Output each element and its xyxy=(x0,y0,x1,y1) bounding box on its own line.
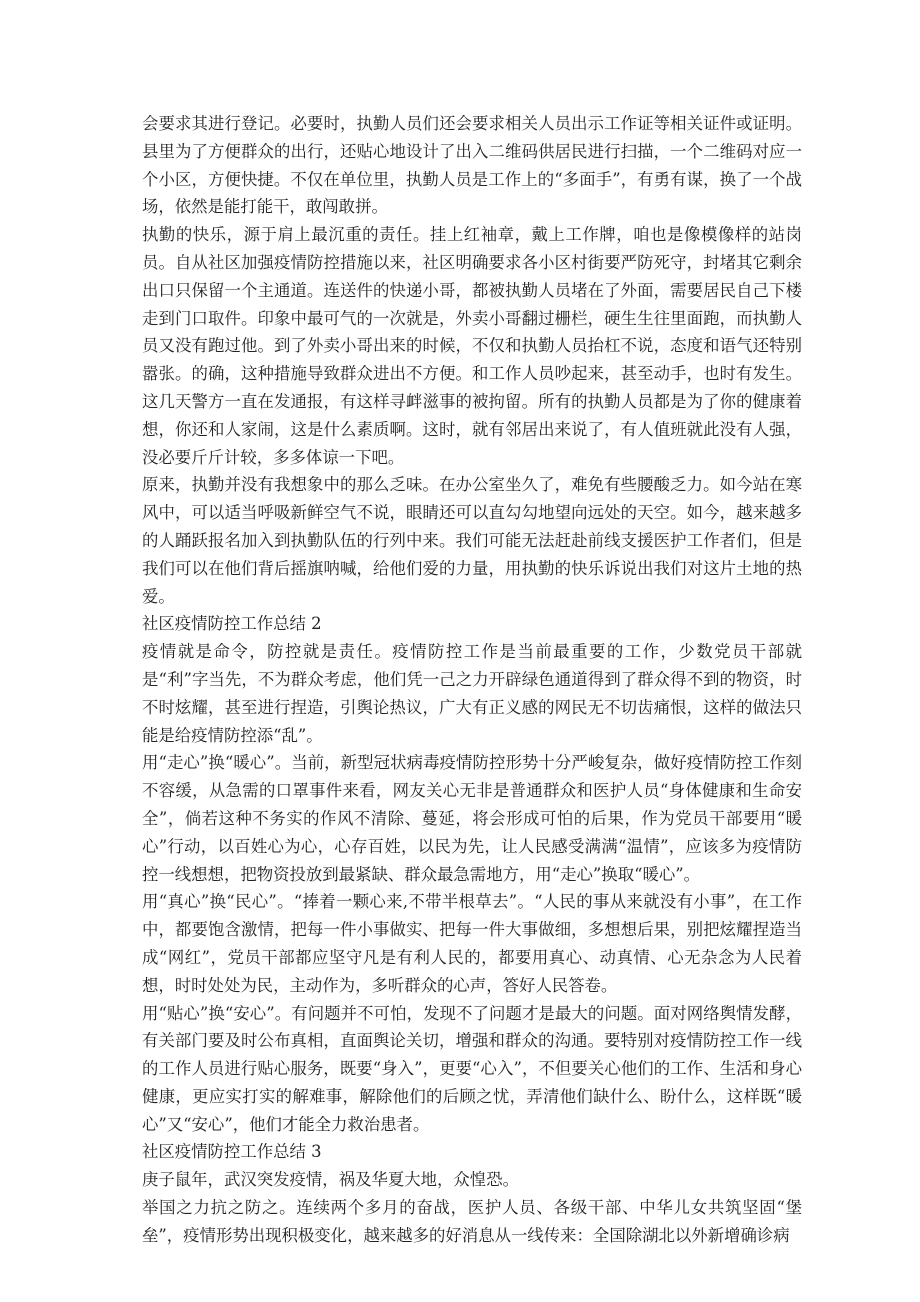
section-heading-2: 社区疫情防控工作总结 2 xyxy=(142,614,322,634)
paragraph-peace-of-mind: 用“贴心”换“安心”。有问题并不可怕，发现不了问题才是最大的问题。面对网络舆情发酵，有关部门要及时公布真相，直面舆论关切，增强和群众的沟通。要特别对疫情防控工作一线的工作人员进行贴心服务，既要“身入”，更要“心入”，不但要关心他们的工作、生活和身心健康，更应实打实的解难事，解除他们的后顾之忧，弄清他们缺什么、盼什么，这样既“暖心”又“安心”，他们才能全力救治患者。 xyxy=(142,1003,802,1134)
paragraph-duty-responsibility: 执勤的快乐，源于肩上最沉重的责任。挂上红袖章，戴上工作牌，咱也是像模像样的站岗员。自从社区加强疫情防控措施以来，社区明确要求各小区村街要严防死守，封堵其它剩余出口只保留一个主通道。连送件的快递小哥，都被执勤人员堵在了外面，需要居民自己下楼走到门口取件。印象中最可气的一次就是，外卖小哥翻过栅栏，硬生生往里面跑，而执勤人员又没有跑过他。到了外卖小哥出来的时候，不仅和执勤人员抬杠不说，态度和语气还特别嚣张。的确，这种措施导致群众进出不方便。和工作人员吵起来，甚至动手，也时有发生。这几天警方一直在发通报，有这样寻衅滋事的被拘留。所有的执勤人员都是为了你的健康着想，你还和人家闹，这是什么素质啊。这时，就有邻居出来说了，有人值班就此没有人强，没必要斤斤计较，多多体谅一下吧。 xyxy=(142,225,802,467)
paragraph-true-heart: 用“真心”换“民心”。“捧着一颗心来,不带半根草去”。“人民的事从来就没有小事”，在工作中，都要饱含激情，把每一件小事做实、把每一件大事做细，多想想后果，别把炫耀捏造当成“网红”，党员干部都应坚守凡是有利人民的，都要用真心、动真情、心无杂念为人民着想，时时处处为民，主动作为，多听群众的心声，答好人民答卷。 xyxy=(142,892,802,995)
paragraph-duty-joy: 原来，执勤并没有我想象中的那么乏味。在办公室坐久了，难免有些腰酸乏力。如今站在寒风中，可以适当呼吸新鲜空气不说，眼睛还可以直勾勾地望向远处的天空。如今，越来越多的人踊跃报名加入到执勤队伍的行列中来。我们可能无法赶赴前线支援医护工作者们，但是我们可以在他们背后摇旗呐喊，给他们爱的力量，用执勤的快乐诉说出我们对这片土地的热爱。 xyxy=(142,475,802,606)
paragraph-registration: 会要求其进行登记。必要时，执勤人员们还会要求相关人员出示工作证等相关证件或证明。县里为了方便群众的出行，还贴心地设计了出入二维码供居民进行扫描，一个二维码对应一个小区，方便快捷。不仅在单位里，执勤人员是工作上的“多面手”，有勇有谋，换了一个战场，依然是能打能干，敢闯敢拼。 xyxy=(142,114,802,217)
paragraph-gengzi-year: 庚子鼠年，武汉突发疫情，祸及华夏大地，众惶恐。 xyxy=(142,1170,519,1190)
paragraph-national-effort: 举国之力抗之防之。连续两个多月的奋战，医护人员、各级干部、中华儿女共筑坚固“堡垒”，疫情形势出现积极变化，越来越多的好消息从一线传来：全国除湖北以外新增确诊病 xyxy=(142,1198,802,1245)
paragraph-warm-heart: 用“走心”换“暖心”。当前，新型冠状病毒疫情防控形势十分严峻复杂，做好疫情防控工作刻不容缓，从急需的口罩事件来看，网友关心无非是普通群众和医护人员“身体健康和生命安全”，倘若这种不务实的作风不清除、蔓延，将会形成可怕的后果，作为党员干部要用“暖心”行动，以百姓心为心，心存百姓，以民为先，让人民感受满满“温情”，应该多为疫情防控一线想想，把物资投放到最紧缺、群众最急需地方，用“走心”换取“暖心”。 xyxy=(142,753,802,884)
section-heading-3: 社区疫情防控工作总结 3 xyxy=(142,1142,322,1162)
paragraph-order-responsibility: 疫情就是命令，防控就是责任。疫情防控工作是当前最重要的工作，少数党员干部就是“利”字当先，不为群众考虑，他们凭一己之力开辟绿色通道得到了群众得不到的物资，时不时炫耀，甚至进行捏造，引舆论热议，广大有正义感的网民无不切齿痛恨，这样的做法只能是给疫情防控添“乱”。 xyxy=(142,642,802,745)
document-page xyxy=(142,110,802,1250)
